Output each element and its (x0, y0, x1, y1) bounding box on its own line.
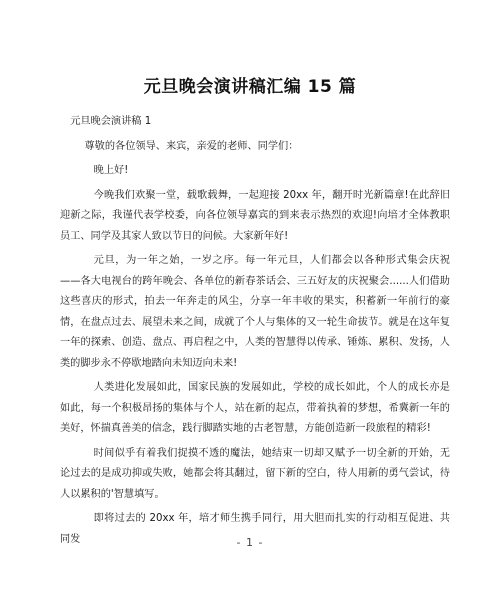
paragraph: 元旦，为一年之始，一岁之序。每一年元旦，人们都会以各种形式集会庆祝——各大电视台的跨年晚会、各单位的新春茶话会、三五好友的庆祝聚会......人们借助这些喜庆的形式，拍去一年奔走的风尘，分享一年丰收的果实，积蓄新一年前行的豪情，在盘点过去、展望未来之间，成就了个人与集体的又一轮生命拔节。就是在这年复一年的探索、创造、盘点、再启程之中，人类的智慧得以传承、锤炼、累积、发扬，人类的脚步永不停歇地踏向未知迈向未来! (60, 255, 450, 369)
greeting: 晚上好! (93, 165, 129, 176)
document-title: 元旦晚会演讲稿汇编 15 篇 (143, 77, 357, 97)
paragraph: 即将过去的 20xx 年，培才师生携手同行，用大胆而扎实的行动相互促进、共同发 (60, 513, 450, 545)
paragraph: 人类进化发展如此，国家民族的发展如此，学校的成长如此，个人的成长亦是如此，每一个积极昂扬的集体与个人，站在新的起点，带着执着的梦想，希冀新一年的美好，怀揣真善美的信念，践行脚踏实地的古老智慧，方能创造新一段旅程的精彩! (60, 382, 450, 434)
page-number: - 1 - (236, 536, 264, 549)
section-heading: 元旦晚会演讲稿 1 (70, 116, 152, 127)
paragraph: 今晚我们欢聚一堂，载歌载舞，一起迎接 20xx 年，翻开时光新篇章!在此辞旧迎新之际，我谨代表学校委，向各位领导嘉宾的到来表示热烈的欢迎!向培才全体教职员工、同学及其家人致以节日的问候。大家新年好! (60, 189, 450, 242)
salutation: 尊敬的各位领导、来宾，亲爱的老师、同学们： (84, 140, 299, 152)
document-body (60, 112, 450, 554)
paragraph: 时间似乎有着我们捉摸不透的魔法，她结束一切却又赋予一切全新的开始，无论过去的是成功抑或失败，她都会将其翻过，留下新的空白，待人用新的勇气尝试，待人以累积的'智慧填写。 (60, 447, 450, 500)
